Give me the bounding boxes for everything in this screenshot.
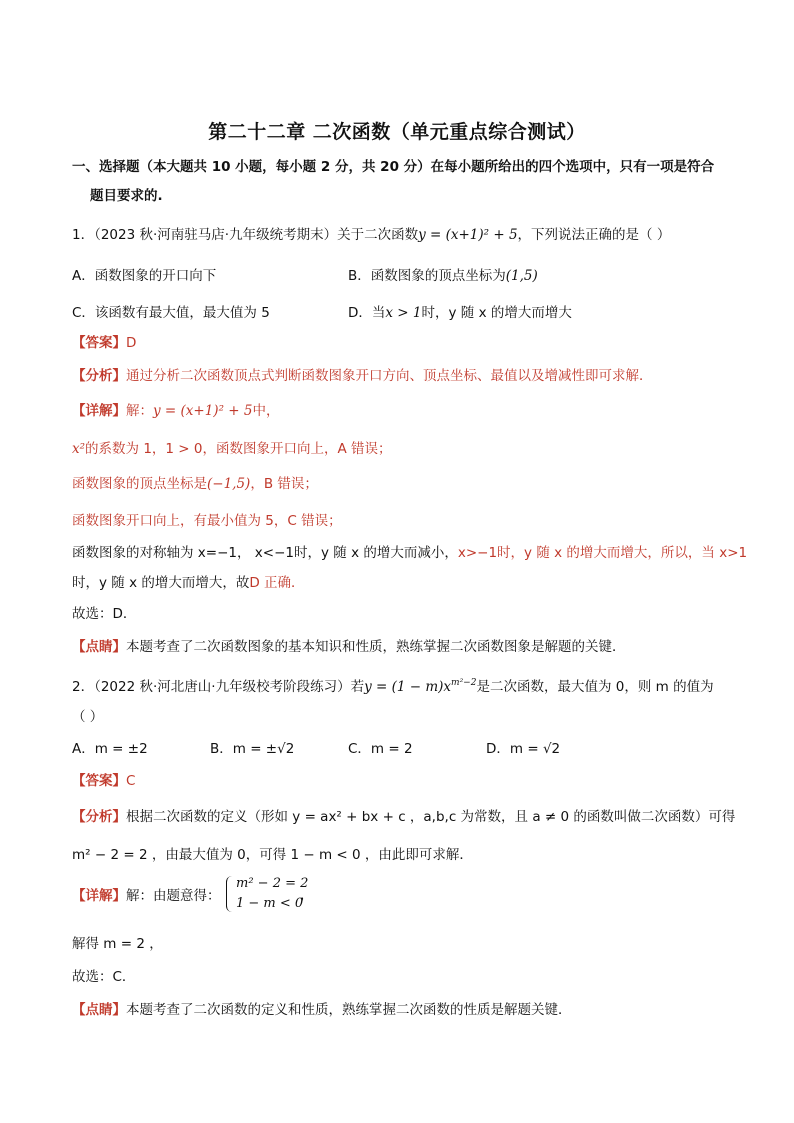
q2-option-d: D．m = √2: [486, 741, 561, 757]
q1-step-4: 函数图象的对称轴为 x=−1， x<−1时，y 随 x 的增大而减小，x>−1时，y 随 x 的增大而增大，所以，当 x>1: [72, 545, 748, 561]
q1-option-b: B．函数图象的顶点坐标为(1,5): [348, 268, 538, 284]
q2-option-c: C．m = 2: [348, 741, 413, 757]
q1-analysis: 【分析】通过分析二次函数顶点式判断函数图象开口方向、顶点坐标、最值以及增减性即可求解．: [72, 368, 653, 384]
q1-option-a: A．函数图象的开口向下: [72, 268, 217, 284]
q1-choice: 故选：D．: [72, 606, 137, 622]
section-heading: 一、选择题（本大题共 10 小题，每小题 2 分，共 20 分）在每小题所给出的四个选项中，只有一项是符合: [72, 159, 715, 175]
q1-option-c: C．该函数有最大值，最大值为 5: [72, 305, 270, 321]
q1-option-d: D．当x > 1时，y 随 x 的增大而增大: [348, 305, 572, 321]
q2-comment: 【点睛】本题考查了二次函数的定义和性质，熟练掌握二次函数的性质是解题关键．: [72, 1002, 572, 1018]
equation-system-line-1: m² − 2 = 2: [236, 876, 309, 891]
equation-system-line-2: 1 − m < 0: [236, 896, 304, 911]
q2-solve: 解得 m = 2 ，: [72, 936, 163, 952]
equation-system-brace: [226, 876, 235, 912]
q2-answer: 【答案】C: [72, 773, 136, 789]
q2-detail: 【详解】解：由题意得：: [72, 888, 221, 904]
q1-step-2: 函数图象的顶点坐标是(−1,5)，B 错误；: [72, 476, 318, 492]
q2-answer-paren: （ ）: [72, 709, 104, 725]
q2-analysis-cont: m² − 2 = 2 ，由最大值为 0，可得 1 − m < 0 ，由此即可求解．: [72, 847, 473, 863]
q1-comment: 【点睛】本题考查了二次函数图象的基本知识和性质，熟练掌握二次函数图象是解题的关键．: [72, 639, 626, 655]
q1-detail: 【详解】解：y = (x+1)² + 5中，: [72, 403, 280, 419]
q1-answer: 【答案】D: [72, 335, 137, 351]
equation-system-comma: ，: [300, 887, 314, 903]
q2-analysis: 【分析】根据二次函数的定义（形如 y = ax² + bx + c ，a,b,c 为常数，且 a ≠ 0 的函数叫做二次函数）可得: [72, 809, 736, 825]
q2-option-a: A．m = ±2: [72, 741, 148, 757]
section-heading-cont: 题目要求的.: [90, 188, 163, 204]
page-title: 第二十二章 二次函数（单元重点综合测试）: [208, 121, 586, 143]
q2-choice: 故选：C．: [72, 969, 136, 985]
q2-stem: 2．（2022 秋·河北唐山·九年级校考阶段练习）若$y = (1 - m)x^{m^2-2}$是二次函数，最大值为 0，则 m 的值为: [72, 678, 714, 695]
q1-stem: 1．（2023 秋·河南驻马店·九年级统考期末）关于二次函数y = (x+1)² + 5，下列说法正确的是（ ）: [72, 227, 671, 243]
q1-step-3: 函数图象开口向上，有最小值为 5，C 错误；: [72, 513, 342, 529]
q1-step-5: 时，y 随 x 的增大而增大，故D 正确．: [72, 575, 305, 591]
q2-option-b: B．m = ±√2: [210, 741, 295, 757]
q1-step-1: x²的系数为 1，1 > 0，函数图象开口向上，A 错误；: [72, 441, 392, 457]
